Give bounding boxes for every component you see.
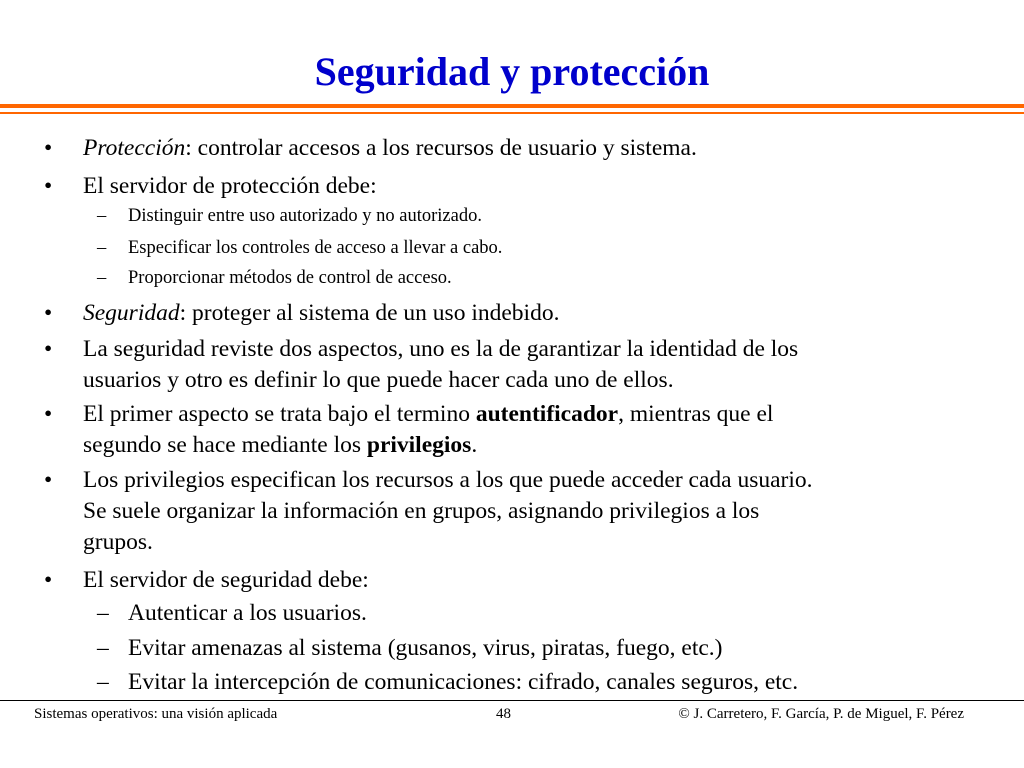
- bullet-servidor-proteccion: El servidor de protección debe:: [83, 173, 377, 199]
- bullet-primer-aspecto-line2: [83, 429, 477, 461]
- footer-authors: © J. Carretero, F. García, P. de Miguel, F. Pérez: [678, 706, 964, 722]
- bullet-text: .: [471, 432, 478, 458]
- dash-marker: –: [97, 206, 107, 226]
- sub-item: Proporcionar métodos de control de acceso.: [128, 268, 452, 288]
- bullet-marker: •: [44, 300, 53, 326]
- bullet-marker: •: [44, 336, 53, 362]
- bullet-servidor-seguridad: El servidor de seguridad debe:: [83, 567, 369, 593]
- bullet-seguridad: [83, 297, 559, 329]
- bullet-marker: •: [44, 567, 53, 593]
- footer-rule: [0, 700, 1024, 701]
- sub-item: Especificar los controles de acceso a llevar a cabo.: [128, 238, 503, 258]
- bullet-text: , mientras que el: [618, 401, 774, 427]
- bullet-marker: •: [44, 173, 53, 199]
- bullet-marker: •: [44, 467, 53, 493]
- term-privilegios: privilegios: [366, 432, 472, 458]
- footer-book-title: Sistemas operativos: una visión aplicada: [34, 706, 278, 722]
- term-seguridad: Seguridad: [83, 300, 180, 326]
- bullet-privilegios-line2: Se suele organizar la información en grupos, asignando privilegios a los: [83, 498, 760, 524]
- dash-marker: –: [97, 268, 107, 288]
- dash-marker: –: [97, 635, 109, 661]
- sub-item: Evitar la intercepción de comunicaciones: cifrado, canales seguros, etc.: [128, 669, 799, 695]
- bullet-text: : proteger al sistema de un uso indebido.: [179, 300, 560, 326]
- sub-item: Distinguir entre uso autorizado y no autorizado.: [128, 206, 482, 226]
- bullet-primer-aspecto-line1: [83, 398, 773, 430]
- term-proteccion: Protección: [83, 135, 186, 161]
- bullet-aspectos-line1: La seguridad reviste dos aspectos, uno es la de garantizar la identidad de los: [83, 336, 799, 362]
- bullet-privilegios-line1: Los privilegios especifican los recursos a los que puede acceder cada usuario.: [83, 467, 813, 493]
- bullet-aspectos-line2: usuarios y otro es definir lo que puede hacer cada uno de ellos.: [83, 367, 674, 393]
- bullet-proteccion: [83, 132, 697, 164]
- term-autentificador: autentificador: [475, 401, 619, 427]
- sub-item: Autenticar a los usuarios.: [128, 600, 367, 626]
- bullet-privilegios-line3: grupos.: [83, 529, 153, 555]
- bullet-text: : controlar accesos a los recursos de usuario y sistema.: [185, 135, 697, 161]
- bullet-text: segundo se hace mediante los: [83, 432, 367, 458]
- dash-marker: –: [97, 238, 107, 258]
- bullet-marker: •: [44, 401, 53, 427]
- bullet-marker: •: [44, 135, 53, 161]
- bullet-text: El primer aspecto se trata bajo el termino: [83, 401, 476, 427]
- slide-title: Seguridad y protección: [314, 49, 710, 94]
- dash-marker: –: [97, 669, 109, 695]
- sub-item: Evitar amenazas al sistema (gusanos, virus, piratas, fuego, etc.): [128, 635, 723, 661]
- dash-marker: –: [97, 600, 109, 626]
- footer-page-number: 48: [496, 706, 511, 722]
